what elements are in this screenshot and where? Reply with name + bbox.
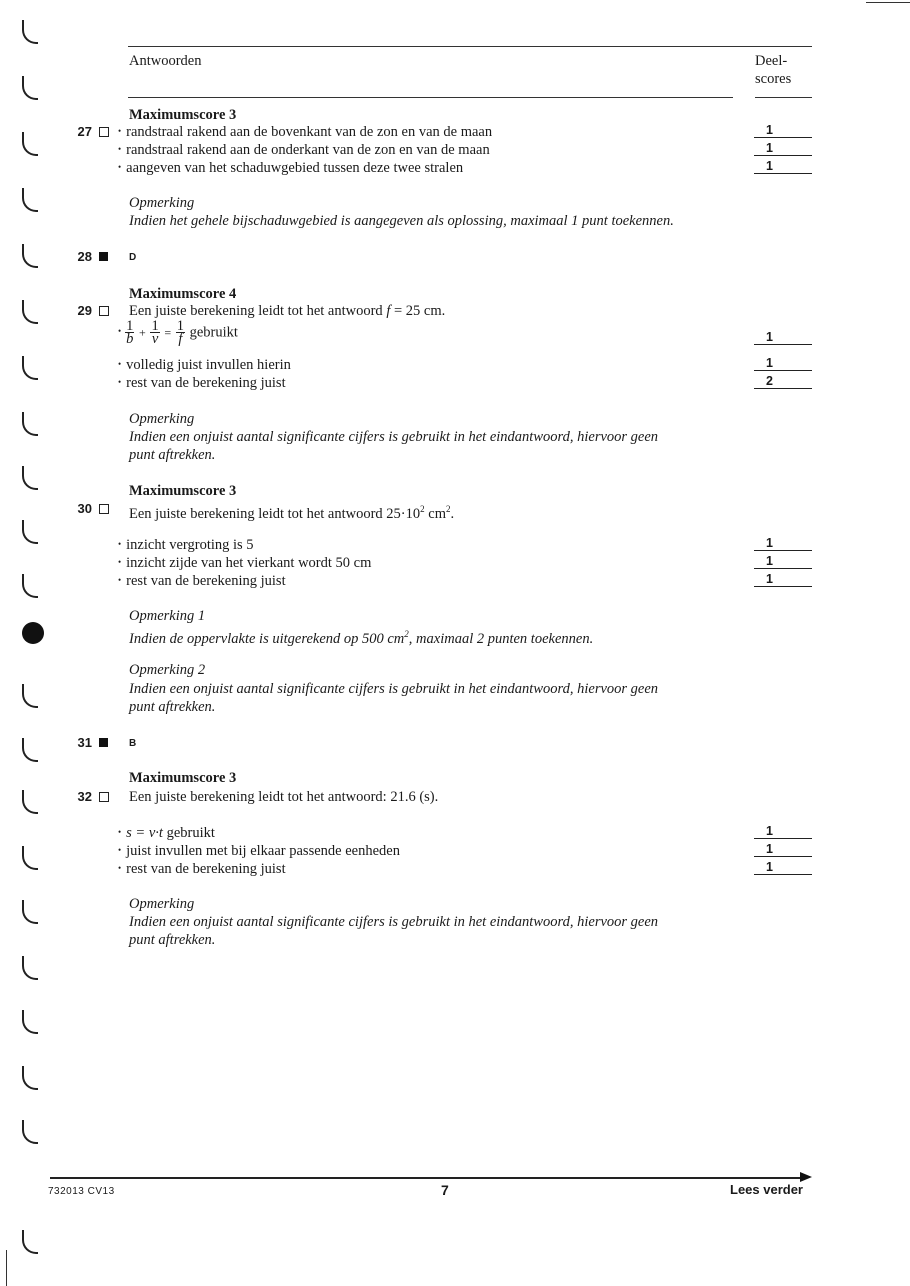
scoring-item: • s = v·t gebruikt xyxy=(118,824,215,843)
scoring-item: • rest van de berekening juist xyxy=(118,860,286,879)
answer-statement: Een juiste berekening leidt tot het antwoord: 21.6 (s). xyxy=(129,789,439,805)
partial-score: 2 xyxy=(754,374,812,389)
binding-hook-icon xyxy=(22,790,38,814)
scoring-item: • aangeven van het schaduwgebied tussen deze twee stralen xyxy=(118,159,463,178)
question-number: 27 xyxy=(77,124,92,139)
column-header-partial-scores-1: Deel- xyxy=(755,53,788,69)
binding-hook-icon xyxy=(22,738,38,762)
question-number: 28 xyxy=(77,249,92,264)
partial-score: 1 xyxy=(754,536,812,551)
partial-score: 1 xyxy=(754,572,812,587)
remark-title: Opmerking 1 xyxy=(129,608,206,624)
header-top-rule xyxy=(128,46,812,47)
max-score-label: Maximumscore 4 xyxy=(129,286,237,302)
binding-hook-icon xyxy=(22,356,38,380)
column-header-answers: Antwoorden xyxy=(129,53,202,69)
remark-text: Indien het gehele bijschaduwgebied is aangegeven als oplossing, maximaal 1 punt toekennen. xyxy=(129,213,674,229)
partial-score: 1 xyxy=(754,356,812,371)
column-header-partial-scores-2: scores xyxy=(755,71,792,87)
scoring-item: • rest van de berekening juist xyxy=(118,374,286,393)
binding-hook-icon xyxy=(22,1010,38,1034)
continue-label: Lees verder xyxy=(730,1182,803,1197)
partial-score: 1 xyxy=(754,554,812,569)
max-score-label: Maximumscore 3 xyxy=(129,107,237,123)
question-number: 32 xyxy=(77,789,92,804)
binding-hook-icon xyxy=(22,956,38,980)
punch-hole-icon xyxy=(22,622,44,644)
scan-edge-line xyxy=(6,1250,7,1286)
partial-score: 1 xyxy=(754,159,812,174)
question-number: 29 xyxy=(77,303,92,318)
scoring-item: • inzicht vergroting is 5 xyxy=(118,536,254,555)
checkbox-filled-icon xyxy=(99,738,108,747)
remark-text: Indien een onjuist aantal significante cijfers is gebruikt in het eindantwoord, hiervoor geen xyxy=(129,914,659,930)
checkbox-empty-icon xyxy=(99,306,109,316)
binding-hook-icon xyxy=(22,132,38,156)
binding-hook-icon xyxy=(22,1230,38,1254)
binding-hook-icon xyxy=(22,76,38,100)
remark-text: punt aftrekken. xyxy=(129,699,216,715)
remark-text: Indien een onjuist aantal significante cijfers is gebruikt in het eindantwoord, hiervoor geen xyxy=(129,681,659,697)
binding-hook-icon xyxy=(22,20,38,44)
max-score-label: Maximumscore 3 xyxy=(129,770,237,786)
scoring-item: • randstraal rakend aan de onderkant van de zon en van de maan xyxy=(118,141,490,160)
remark-text: punt aftrekken. xyxy=(129,447,216,463)
binding-hook-icon xyxy=(22,846,38,870)
remark-text: Indien een onjuist aantal significante cijfers is gebruikt in het eindantwoord, hiervoor geen xyxy=(129,429,659,445)
mc-answer: B xyxy=(129,738,137,749)
scan-edge-line xyxy=(866,2,910,3)
partial-score: 1 xyxy=(754,842,812,857)
checkbox-filled-icon xyxy=(99,252,108,261)
binding-hook-icon xyxy=(22,412,38,436)
question-number: 31 xyxy=(77,735,92,750)
checkbox-empty-icon xyxy=(99,127,109,137)
scoring-item: • volledig juist invullen hierin xyxy=(118,356,291,375)
scoring-item: • juist invullen met bij elkaar passende eenheden xyxy=(118,842,400,861)
max-score-label: Maximumscore 3 xyxy=(129,483,237,499)
scoring-item: • rest van de berekening juist xyxy=(118,572,286,591)
lens-formula: • $\frac{1}{b}$ + $\frac{1}{v}$ = $\frac{1}{f}$ gebruikt xyxy=(118,318,238,347)
question-number: 30 xyxy=(77,501,92,516)
remark-text: Indien de oppervlakte is uitgerekend op 500 $cm^2$, maximaal 2 punten toekennen. xyxy=(129,629,594,647)
scoring-item: • randstraal rakend aan de bovenkant van de zon en van de maan xyxy=(118,123,492,142)
binding-hook-icon xyxy=(22,300,38,324)
checkbox-empty-icon xyxy=(99,504,109,514)
binding-hook-icon xyxy=(22,188,38,212)
answer-statement: Een juiste berekening leidt tot het antwoord f = 25 cm. xyxy=(129,303,446,319)
checkbox-empty-icon xyxy=(99,792,109,802)
binding-hook-icon xyxy=(22,1120,38,1144)
remark-title: Opmerking xyxy=(129,896,195,912)
remark-text: punt aftrekken. xyxy=(129,932,216,948)
partial-score: 1 xyxy=(754,123,812,138)
header-bottom-rule xyxy=(128,97,733,98)
partial-score: 1 xyxy=(754,860,812,875)
arrow-right-icon xyxy=(800,1172,812,1182)
scoring-item: • inzicht zijde van het vierkant wordt 50 cm xyxy=(118,554,371,573)
remark-title: Opmerking xyxy=(129,195,195,211)
binding-hook-icon xyxy=(22,684,38,708)
partial-score: 1 xyxy=(754,824,812,839)
binding-hook-icon xyxy=(22,520,38,544)
header-bottom-rule-scores xyxy=(755,97,812,98)
page-number: 7 xyxy=(441,1182,449,1198)
partial-score: 1 xyxy=(754,330,812,345)
mc-answer: D xyxy=(129,252,137,263)
remark-title: Opmerking xyxy=(129,411,195,427)
footer-code: 732013 CV13 xyxy=(48,1186,115,1197)
answer-statement: Een juiste berekening leidt tot het antwoord $25\cdot 10^2$ $cm^2$. xyxy=(129,504,455,522)
binding-hook-icon xyxy=(22,466,38,490)
binding-hook-icon xyxy=(22,244,38,268)
binding-hook-icon xyxy=(22,1066,38,1090)
remark-title: Opmerking 2 xyxy=(129,662,206,678)
partial-score: 1 xyxy=(754,141,812,156)
footer-rule xyxy=(50,1177,802,1179)
binding-hook-icon xyxy=(22,574,38,598)
binding-hook-icon xyxy=(22,900,38,924)
